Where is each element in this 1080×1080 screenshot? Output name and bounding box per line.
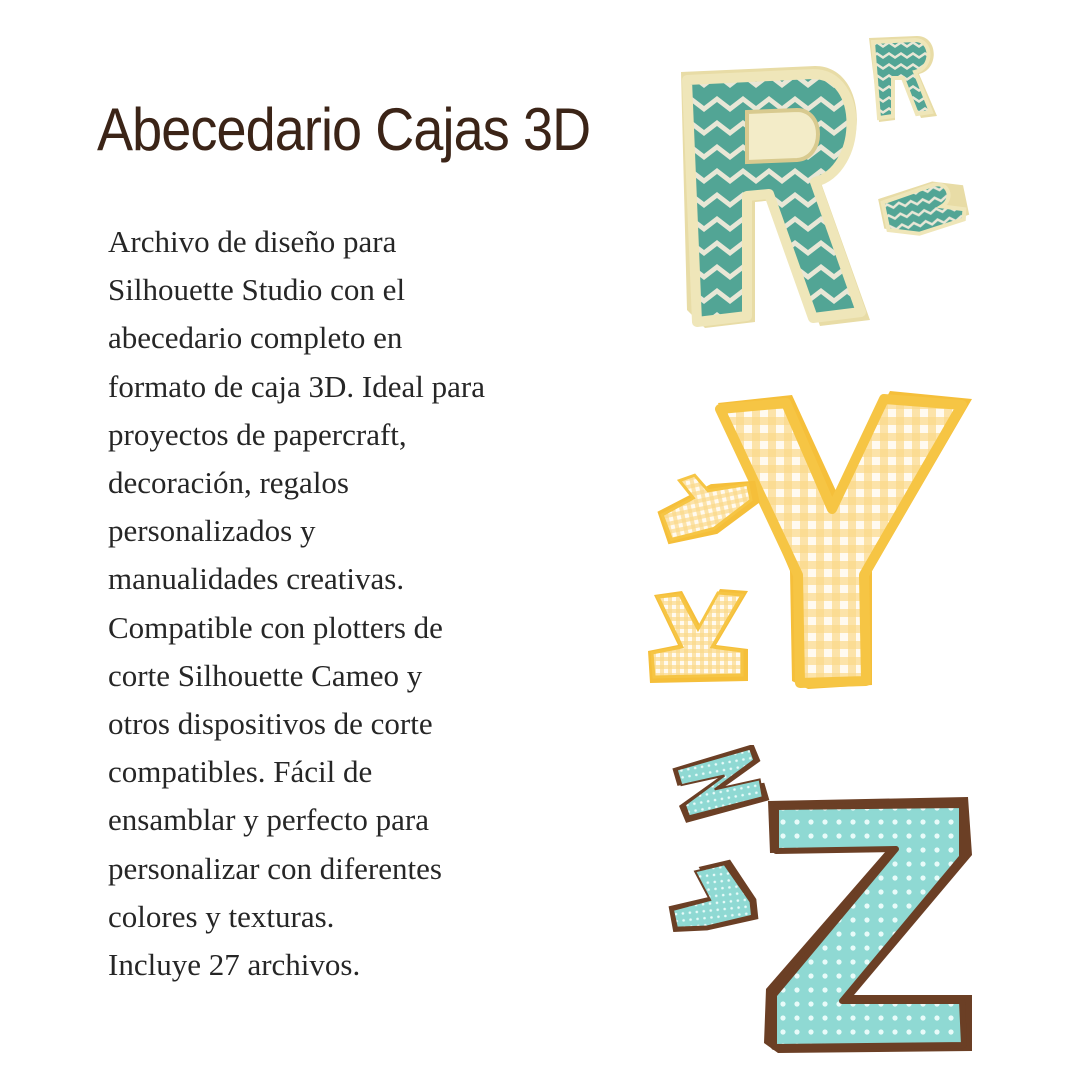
description-line: Silhouette Studio con el: [108, 272, 406, 308]
description-line: corte Silhouette Cameo y: [108, 657, 423, 693]
description-line: personalizados y: [108, 513, 316, 549]
description-line: compatibles. Fácil de: [108, 754, 373, 790]
description-line: Incluye 27 archivos.: [108, 947, 361, 983]
description-line: personalizar con diferentes: [108, 850, 442, 886]
description-line: Archivo de diseño para: [108, 224, 397, 259]
description-line: manualidades creativas.: [108, 561, 405, 597]
description-line: formato de caja 3D. Ideal para: [108, 368, 485, 404]
description-line: decoración, regalos: [108, 465, 349, 501]
description-line: colores y texturas.: [108, 898, 335, 934]
description-line: abecedario completo en: [108, 320, 403, 356]
letter-r-box-image: [665, 20, 975, 340]
page-title: Abecedario Cajas 3D: [97, 96, 591, 163]
letter-y-box-image: [640, 385, 980, 695]
description-line: proyectos de papercraft,: [108, 416, 407, 452]
description-line: otros dispositivos de corte: [108, 706, 433, 742]
description-line: ensamblar y perfecto para: [108, 802, 430, 838]
description: [108, 218, 608, 989]
letter-z-box-image: [650, 745, 980, 1060]
description-line: Compatible con plotters de: [108, 609, 443, 645]
